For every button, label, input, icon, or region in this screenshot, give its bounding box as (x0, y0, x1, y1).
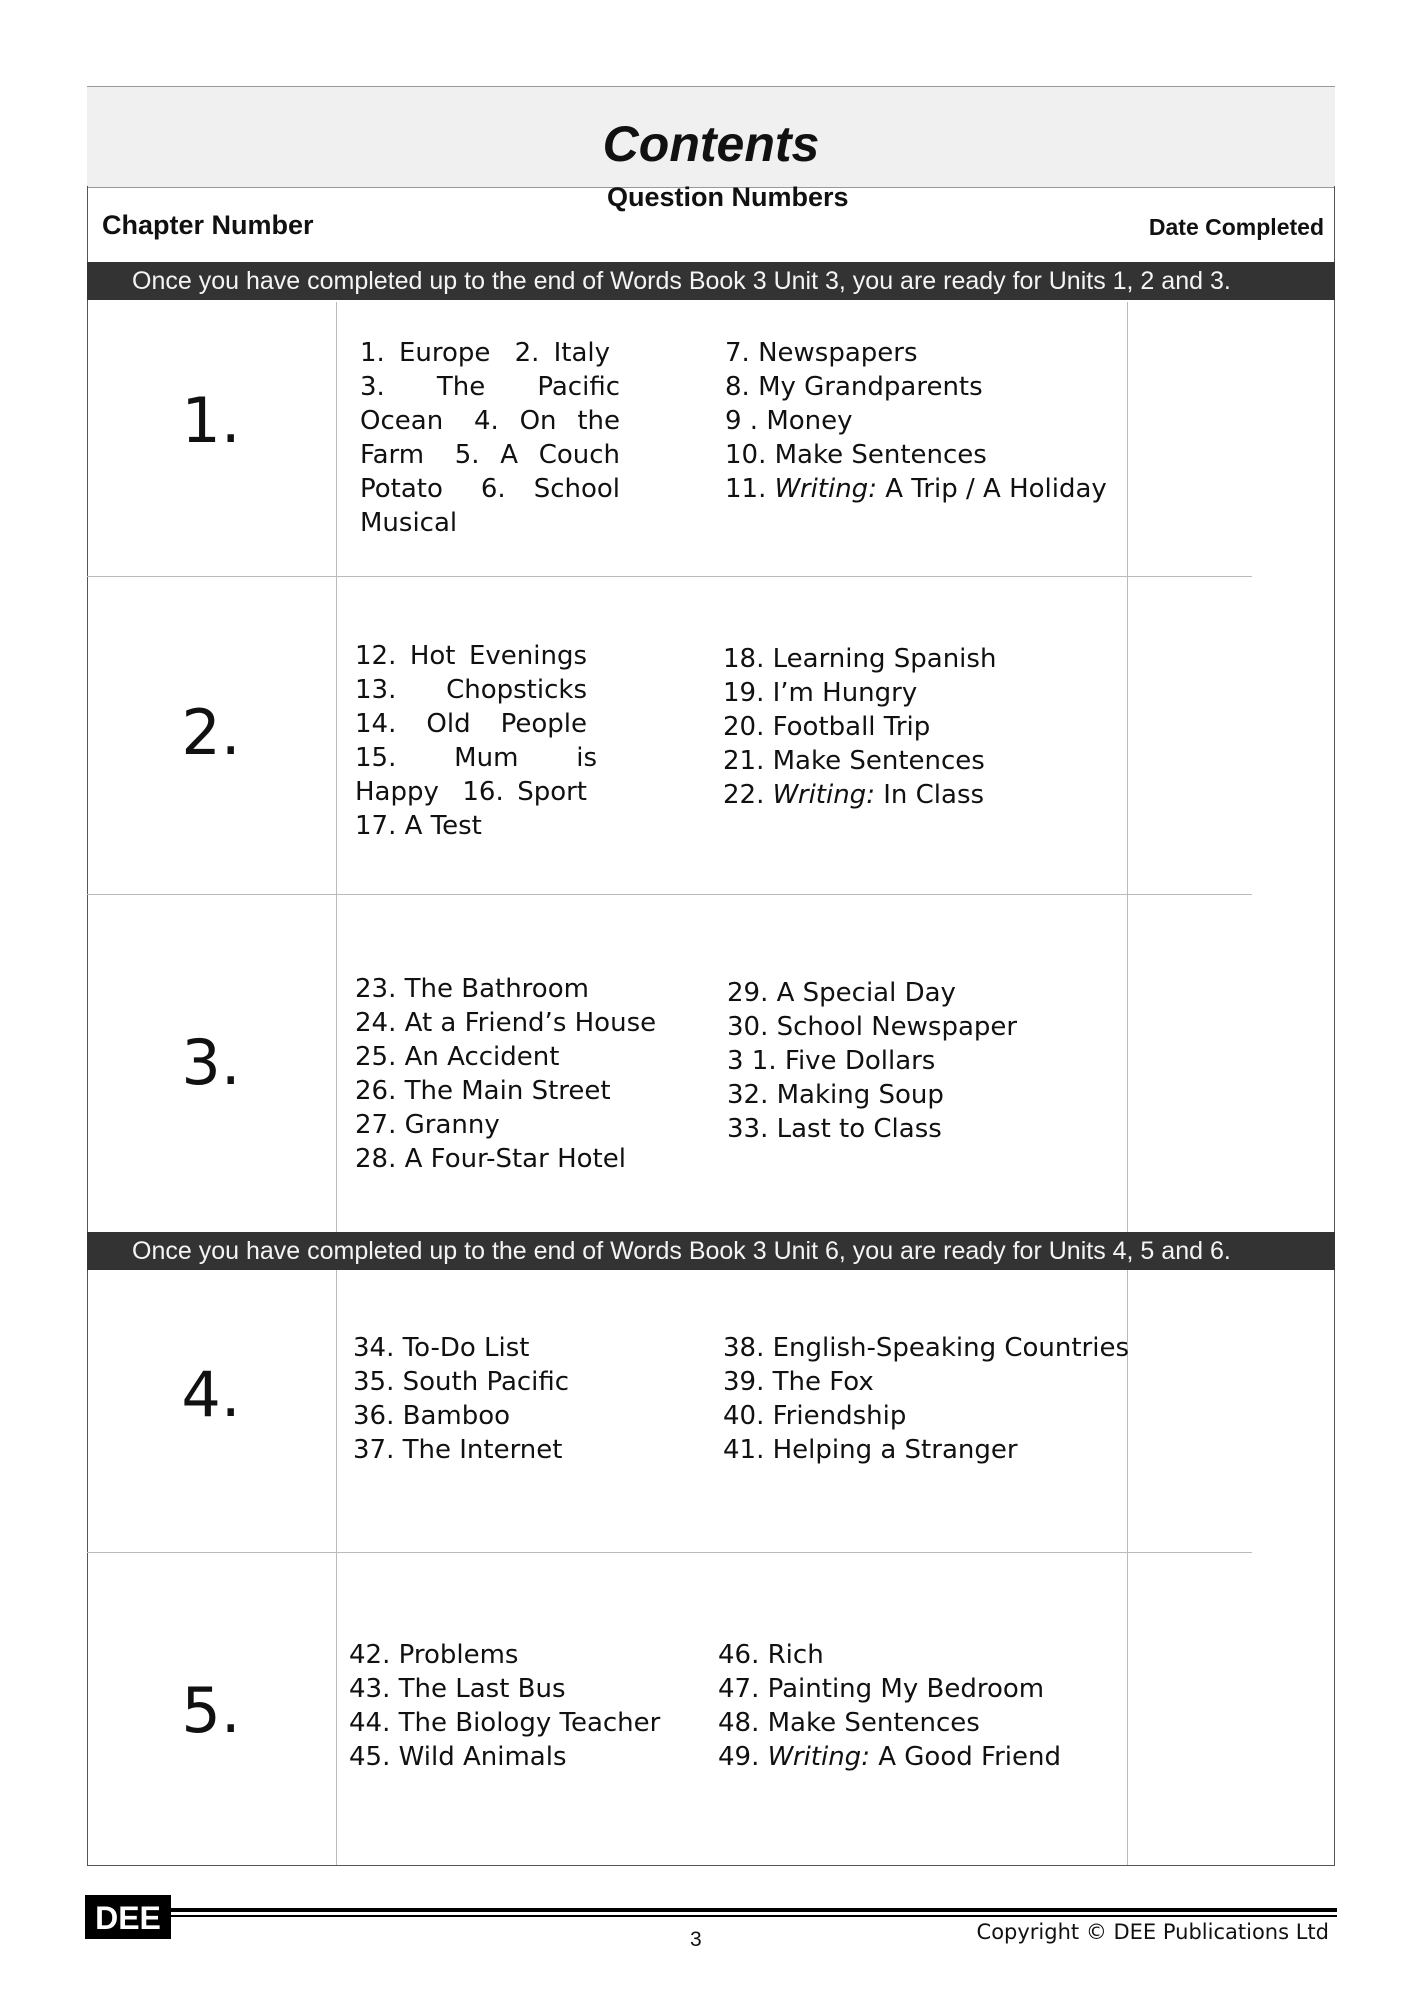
question-item: 32. Making Soup (727, 1080, 944, 1110)
question-list-left (355, 639, 597, 843)
progress-band: Once you have completed up to the end of Words Book 3 Unit 3, you are ready for Units 1, 2 and 3. (87, 262, 1335, 300)
unit-number: 4. (181, 1358, 241, 1431)
unit-number: 2. (181, 696, 241, 769)
question-item: 6. School Musical (360, 474, 621, 538)
writing-label: Writing: (767, 1742, 870, 1772)
question-list-left (353, 1331, 569, 1467)
footer-line (171, 1915, 1337, 1917)
progress-band: Once you have completed up to the end of Words Book 3 Unit 6, you are ready for Units 4, 5 and 6. (87, 1232, 1335, 1270)
question-item: 10. Make Sentences (725, 440, 987, 470)
table-border-right (1334, 186, 1335, 1866)
question-list-left (355, 972, 656, 1176)
question-item: 35. South Pacific (353, 1367, 570, 1397)
question-item: 3. The Pacific Ocean (360, 372, 620, 436)
question-item-writing (718, 1740, 1061, 1774)
question-item: 9 . Money (725, 406, 853, 436)
unit-number: 3. (181, 1026, 241, 1099)
question-list-right (725, 336, 1107, 506)
question-item-writing (725, 472, 1107, 506)
unit-number: 5. (181, 1674, 241, 1747)
question-item: 16. Sport (462, 777, 587, 807)
question-item: 36. Bamboo (353, 1401, 511, 1431)
footer-line (171, 1908, 1337, 1912)
question-item: 4. On the Farm (360, 406, 621, 470)
question-item: 39. The Fox (723, 1367, 874, 1397)
column-divider (1127, 302, 1128, 1866)
title-band (87, 86, 1335, 188)
question-title: In Class (874, 780, 985, 810)
question-item: 47. Painting My Bedroom (718, 1674, 1045, 1704)
table-border-bottom (87, 1865, 1335, 1866)
question-title: A Good Friend (869, 1742, 1061, 1772)
writing-label: Writing: (772, 780, 875, 810)
question-item: 13. Chopsticks (355, 675, 587, 705)
question-item: 1. Europe (360, 338, 491, 368)
row-divider (87, 1552, 1252, 1553)
question-item: 26. The Main Street (355, 1076, 611, 1106)
question-item-writing (723, 778, 996, 812)
question-item: 8. My Grandparents (725, 372, 983, 402)
question-item: 25. An Accident (355, 1042, 560, 1072)
contents-table (87, 86, 1335, 1866)
question-item: 41. Helping a Stranger (723, 1435, 1018, 1465)
question-list-left (349, 1638, 660, 1774)
column-header-date: Date Completed (1148, 214, 1324, 240)
unit-number: 1. (181, 384, 241, 457)
question-item: 24. At a Friend’s House (355, 1008, 657, 1038)
question-item: 2. Italy (514, 338, 610, 368)
question-item: 23. The Bathroom (355, 974, 589, 1004)
copyright-notice: Copyright © DEE Publications Ltd (976, 1920, 1329, 1944)
question-item: 29. A Special Day (727, 978, 956, 1008)
column-divider (336, 302, 337, 1866)
question-item: 12. Hot Evenings (355, 641, 587, 671)
question-item: 15. Mum is Happy (355, 743, 597, 807)
writing-label: Writing: (774, 474, 877, 504)
question-item: 37. The Internet (353, 1435, 563, 1465)
question-item: 40. Friendship (723, 1401, 907, 1431)
question-item: 34. To-Do List (353, 1333, 530, 1363)
publisher-logo: DEE (85, 1895, 171, 1939)
question-title: A Trip / A Holiday (876, 474, 1107, 504)
question-item: 38. English-Speaking Countries (723, 1333, 1130, 1363)
question-item: 18. Learning Spanish (723, 644, 997, 674)
question-list-right (718, 1638, 1061, 1774)
question-list-right (723, 642, 996, 812)
question-item: 20. Football Trip (723, 712, 931, 742)
question-item: 44. The Biology Teacher (349, 1708, 661, 1738)
question-item: 5. A Couch Potato (360, 440, 621, 504)
row-divider (87, 576, 1252, 577)
column-header-chapter: Chapter Number (102, 210, 314, 240)
question-item: 27. Granny (355, 1110, 500, 1140)
question-item: 19. I’m Hungry (723, 678, 918, 708)
question-item: 46. Rich (718, 1640, 824, 1670)
question-list-right (723, 1331, 1129, 1467)
question-item: 3 1. Five Dollars (727, 1046, 936, 1076)
question-list-left (360, 336, 620, 540)
question-item: 7. Newspapers (725, 338, 918, 368)
question-number: 49. (718, 1742, 760, 1772)
page-number: 3 (690, 1928, 702, 1951)
question-item: 33. Last to Class (727, 1114, 942, 1144)
question-item: 45. Wild Animals (349, 1742, 567, 1772)
question-item: 17. A Test (355, 811, 482, 841)
question-item: 28. A Four-Star Hotel (355, 1144, 626, 1174)
page-title: Contents (602, 116, 820, 172)
question-list-right (727, 976, 1017, 1146)
column-header-questions: Question Numbers (607, 182, 849, 212)
question-item: 48. Make Sentences (718, 1708, 980, 1738)
question-item: 21. Make Sentences (723, 746, 985, 776)
question-number: 11. (725, 474, 767, 504)
row-divider (87, 894, 1252, 895)
question-item: 43. The Last Bus (349, 1674, 566, 1704)
question-number: 22. (723, 780, 765, 810)
question-item: 30. School Newspaper (727, 1012, 1018, 1042)
question-item: 14. Old People (355, 709, 587, 739)
question-item: 42. Problems (349, 1640, 519, 1670)
